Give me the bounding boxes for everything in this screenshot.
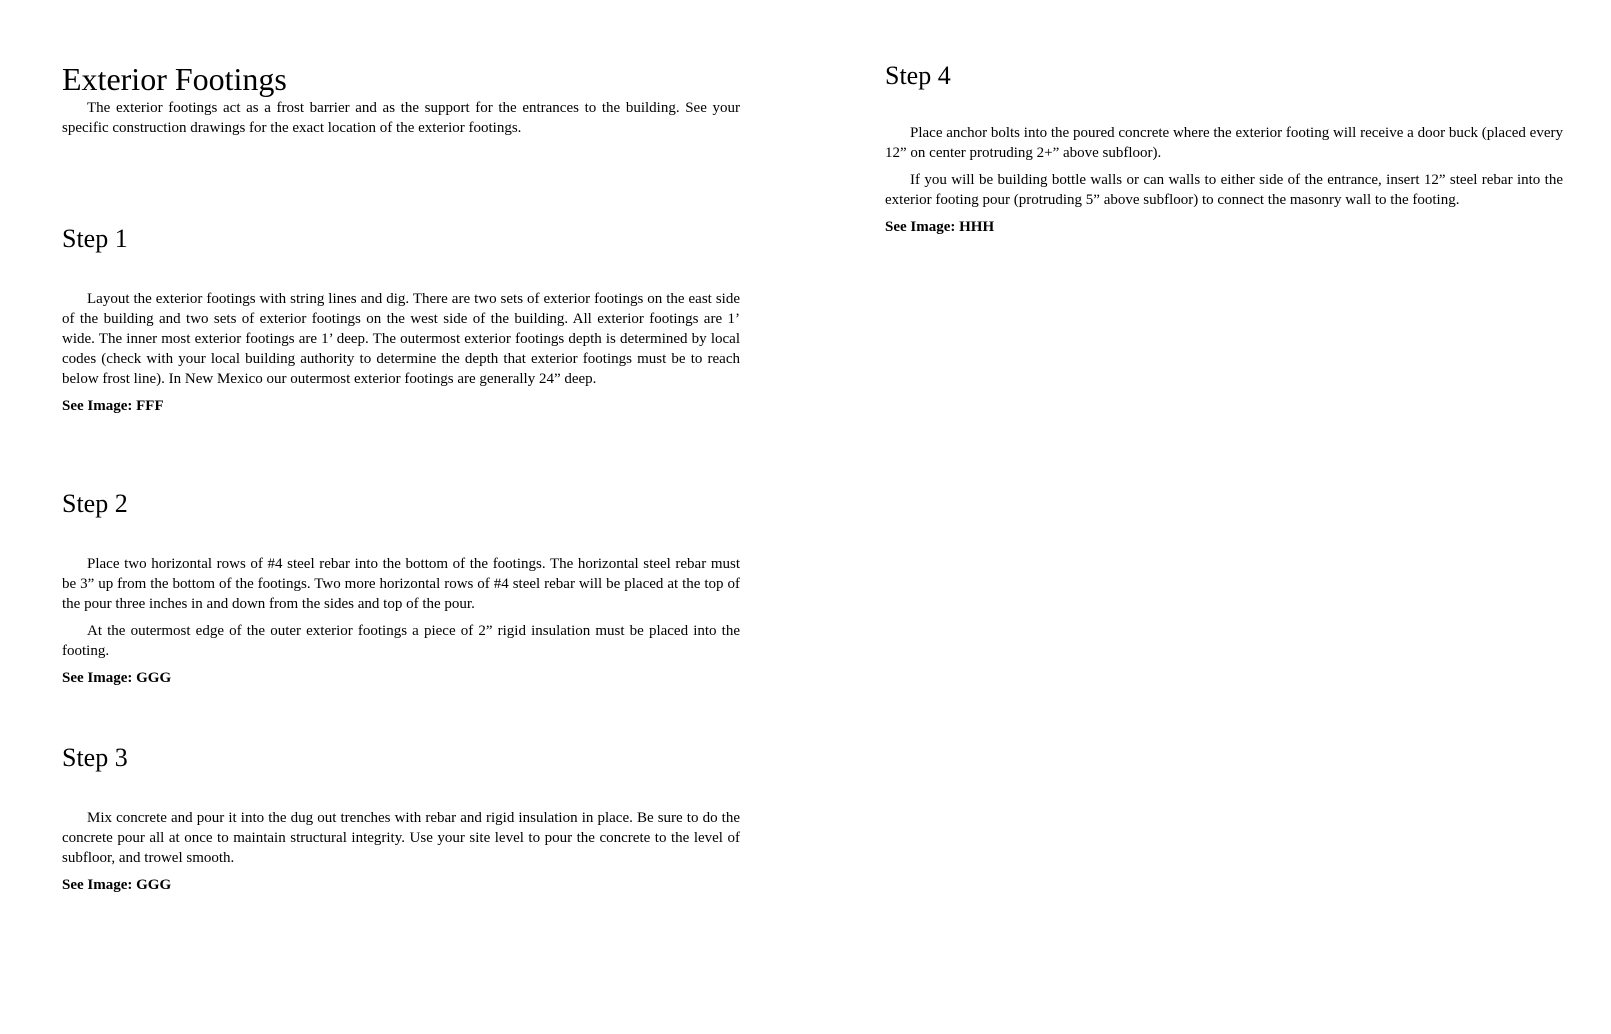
step-2-section — [62, 488, 740, 688]
step-4-paragraph-1: Place anchor bolts into the poured concrete where the exterior footing will receive a door buck (placed every 12” on center protruding 2+” above subfloor). — [885, 125, 1563, 161]
intro-paragraph: The exterior footings act as a frost barrier and as the support for the entrances to the building. See your specific construction drawings for the exact location of the exterior footings. — [62, 100, 740, 136]
step-3-paragraph: Mix concrete and pour it into the dug out trenches with rebar and rigid insulation in place. Be sure to do the concrete pour all at once to maintain structural integrity. Use your site level to pour the concrete to the level of subfloor, and trowel smooth. — [62, 810, 740, 866]
step-3-see-image: See Image: GGG — [62, 877, 172, 893]
step-3-heading: Step 3 — [62, 743, 128, 772]
step-1-paragraph: Layout the exterior footings with string lines and dig. There are two sets of exterior footings on the east side of the building and two sets of exterior footings on the west side of the building. All exterior footings are 1’ wide. The inner most exterior footings are 1’ deep. The outermost exterior footings depth is determined by local codes (check with your local building authority to determine the depth that exterior footings must be to reach below frost line). In New Mexico our outermost exterior footings are generally 24” deep. — [62, 291, 740, 387]
step-4-paragraph-2: If you will be building bottle walls or can walls to either side of the entrance, insert 12” steel rebar into the exterior footing pour (protruding 5” above subfloor) to connect the masonry wall to the footing. — [885, 172, 1563, 208]
left-page — [62, 0, 740, 893]
step-1-heading: Step 1 — [62, 224, 128, 253]
step-4-see-image: See Image: HHH — [885, 219, 995, 235]
step-2-see-image: See Image: GGG — [62, 670, 172, 686]
step-4-section — [885, 60, 1563, 237]
step-2-heading: Step 2 — [62, 489, 128, 518]
step-2-paragraph-2: At the outermost edge of the outer exterior footings a piece of 2” rigid insulation must be placed into the footing. — [62, 623, 740, 659]
step-1-section — [62, 223, 740, 416]
step-1-see-image: See Image: FFF — [62, 398, 164, 414]
step-2-paragraph-1: Place two horizontal rows of #4 steel rebar into the bottom of the footings. The horizontal steel rebar must be 3” up from the bottom of the footings. Two more horizontal rows of #4 steel rebar will be placed at the top of the pour three inches in and down from the sides and top of the pour. — [62, 556, 740, 612]
page-title: Exterior Footings — [62, 61, 287, 97]
step-4-heading: Step 4 — [885, 61, 951, 90]
step-3-section — [62, 742, 740, 895]
